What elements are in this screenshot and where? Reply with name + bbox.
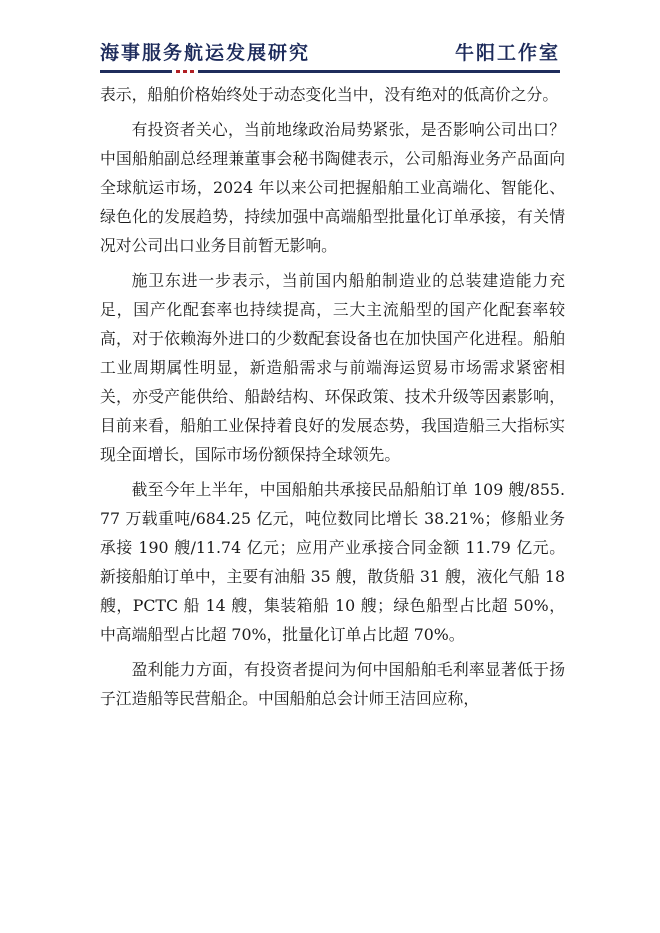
header-right-title: 牛阳工作室 (454, 42, 560, 64)
paragraph-profitability: 盈利能力方面，有投资者提问为何中国船舶毛利率显著低于扬子江造船等民营船企。中国船舶总会计师王洁回应称， (100, 660, 565, 708)
header-left-title: 海事服务航运发展研究 (100, 42, 311, 64)
page-header (100, 38, 560, 68)
paragraph-industry-capacity: 施卫东进一步表示，当前国内船舶制造业的总装建造能力充足，国产化配套率也持续提高，三大主流船型的国产化配套率较高，对于依赖海外进口的少数配套设备也在加快国产化进程。船舶工业周期属性明显，新造船需求与前端海运贸易市场需求紧密相关，亦受产能供给、船龄结构、环保政策、技术升级等因素影响，目前来看，船舶工业保持着良好的发展态势，我国造船三大指标实现全面增长，国际市场份额保持全球领先。 (100, 271, 565, 464)
header-rule-mark (190, 70, 194, 73)
paragraph-continuation: 表示，船舶价格始终处于动态变化当中，没有绝对的低高价之分。 (100, 85, 559, 104)
paragraph-export-impact: 有投资者关心，当前地缘政治局势紧张，是否影响公司出口？中国船舶副总经理兼董事会秘书陶健表示，公司船海业务产品面向全球航运市场，2024 年以来公司把握船舶工业高端化、智能化、绿色化的发展趋势，持续加强中高端船型批量化订单承接，有关情况对公司出口业务目前暂无影响。 (100, 120, 565, 255)
article-body (100, 80, 565, 719)
paragraph-orders-stats: 截至今年上半年，中国船舶共承接民品船舶订单 109 艘/855.77 万载重吨/684.25 亿元，吨位数同比增长 38.21%；修船业务承接 190 艘/11.74 亿元；应用产业承接合同金额 11.79 亿元。新接船舶订单中，主要有油船 35 艘，散货船 31 艘，液化气船 18 艘，PCTC 船 14 艘，集装箱船 10 艘；绿色船型占比超 50%，中高端船型占比超 70%，批量化订单占比超 70%。 (100, 480, 565, 644)
header-rule-segment (100, 70, 172, 73)
header-rule-mark (176, 70, 180, 73)
header-rule (100, 70, 560, 73)
header-rule-segment (198, 70, 560, 73)
header-rule-mark (183, 70, 187, 73)
